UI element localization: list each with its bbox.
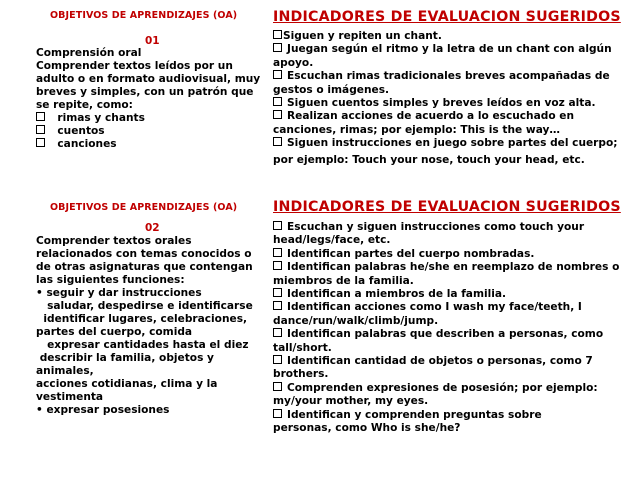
indicator-line: head/legs/face, etc.: [273, 234, 391, 247]
indicator-line: Juegan según el ritmo y la letra de un chant con algún: [273, 43, 618, 56]
indicator-line: apoyo.: [273, 56, 314, 69]
oa-number: 01: [145, 35, 160, 47]
indicator-line: Identifican y comprenden preguntas sobre: [273, 409, 619, 422]
oa-line: breves y simples, con un patrón que: [36, 86, 254, 98]
oa-line: Comprender textos orales: [36, 235, 192, 247]
indicator-line: Identifican acciones como I wash my face/teeth, I: [273, 301, 619, 314]
indicator-line: Identifican a miembros de la familia.: [273, 288, 619, 301]
checkbox-icon: [273, 221, 282, 230]
oa-header: OBJETIVOS DE APRENDIZAJES (OA): [50, 10, 238, 21]
checkbox-icon: [273, 137, 282, 146]
indicators-header: INDICADORES DE EVALUACION SUGERIDOS: [273, 9, 621, 25]
checkbox-icon: [273, 97, 282, 106]
indicator-line: gestos o imágenes.: [273, 83, 390, 96]
indicator-line: miembros de la familia.: [273, 274, 414, 287]
indicator-line: Siguen instrucciones en juego sobre partes del cuerpo;: [273, 137, 618, 150]
checkbox-icon: [273, 110, 282, 119]
checkbox-icon: [36, 125, 45, 134]
indicator-line: tall/short.: [273, 341, 332, 354]
checkbox-icon: [36, 138, 45, 147]
indicator-line: Siguen cuentos simples y breves leídos en voz alta.: [273, 97, 618, 110]
oa-header: OBJETIVOS DE APRENDIZAJES (OA): [50, 202, 238, 213]
checkbox-icon: [273, 261, 282, 270]
indicator-line: Identifican cantidad de objetos o personas, como 7: [273, 355, 619, 368]
oa-line: adulto o en formato audiovisual, muy: [36, 73, 261, 85]
checkbox-icon: [273, 288, 282, 297]
oa-line: vestimenta: [36, 391, 104, 403]
checkbox-icon: [273, 43, 282, 52]
oa-block-01: [0, 0, 638, 180]
indicator-line: por ejemplo: Touch your nose, touch your head, etc.: [273, 153, 585, 166]
oa-line: de otras asignaturas que contengan: [36, 261, 253, 273]
checkbox-icon: [273, 355, 282, 364]
oa-bullet: canciones: [36, 138, 260, 151]
oa-bullet: cuentos: [36, 125, 260, 138]
oa-bullet: rimas y chants: [36, 112, 260, 125]
oa-line: expresar cantidades hasta el diez: [36, 339, 249, 351]
indicator-line: dance/run/walk/climb/jump.: [273, 314, 439, 327]
oa-line: las siguientes funciones:: [36, 274, 185, 286]
oa-block-02: [0, 192, 638, 442]
oa-line: se repite, como:: [36, 99, 133, 111]
oa-line: partes del cuerpo, comida: [36, 326, 193, 338]
oa-line: Comprender textos leídos por un: [36, 60, 233, 72]
oa-line: saludar, despedirse e identificarse: [36, 300, 253, 312]
checkbox-icon: [36, 112, 45, 121]
indicator-line: Escuchan y siguen instrucciones como touch your: [273, 221, 619, 234]
checkbox-icon: [273, 409, 282, 418]
indicator-line: Realizan acciones de acuerdo a lo escuchado en: [273, 110, 618, 123]
indicator-line: Escuchan rimas tradicionales breves acompañadas de: [273, 70, 618, 83]
oa-line: describir la familia, objetos y: [36, 352, 214, 364]
indicator-line: Identifican palabras que describen a personas, como: [273, 328, 619, 341]
checkbox-icon: [273, 301, 282, 310]
oa-number: 02: [145, 222, 160, 234]
indicator-line: canciones, rimas; por ejemplo: This is the way…: [273, 123, 561, 136]
oa-line: Comprensión oral: [36, 47, 142, 59]
indicator-line: personas, como Who is she/he?: [273, 422, 461, 435]
indicators-list: [273, 221, 619, 436]
indicator-line: Identifican palabras he/she en reemplazo de nombres o: [273, 261, 619, 274]
indicator-line: my/your mother, my eyes.: [273, 395, 429, 408]
indicator-line: brothers.: [273, 368, 329, 381]
indicator-line: Comprenden expresiones de posesión; por ejemplo:: [273, 382, 619, 395]
oa-line: • expresar posesiones: [36, 404, 170, 416]
oa-line: identificar lugares, celebraciones,: [36, 313, 248, 325]
oa-line: • seguir y dar instrucciones: [36, 287, 202, 299]
checkbox-icon: [273, 70, 282, 79]
checkbox-icon: [273, 328, 282, 337]
oa-line: relacionados con temas conocidos o: [36, 248, 252, 260]
checkbox-icon: [273, 382, 282, 391]
indicators-list: [273, 30, 618, 167]
checkbox-icon: [273, 248, 282, 257]
oa-line: acciones cotidianas, clima y la: [36, 378, 218, 390]
indicators-header: INDICADORES DE EVALUACION SUGERIDOS: [273, 199, 621, 215]
indicator-line: Siguen y repiten un chant.: [273, 30, 618, 43]
oa-description: [36, 235, 253, 417]
oa-line: animales,: [36, 365, 94, 377]
indicator-line: Identifican partes del cuerpo nombradas.: [273, 248, 619, 261]
oa-description: [36, 47, 260, 151]
checkbox-icon: [273, 30, 282, 39]
